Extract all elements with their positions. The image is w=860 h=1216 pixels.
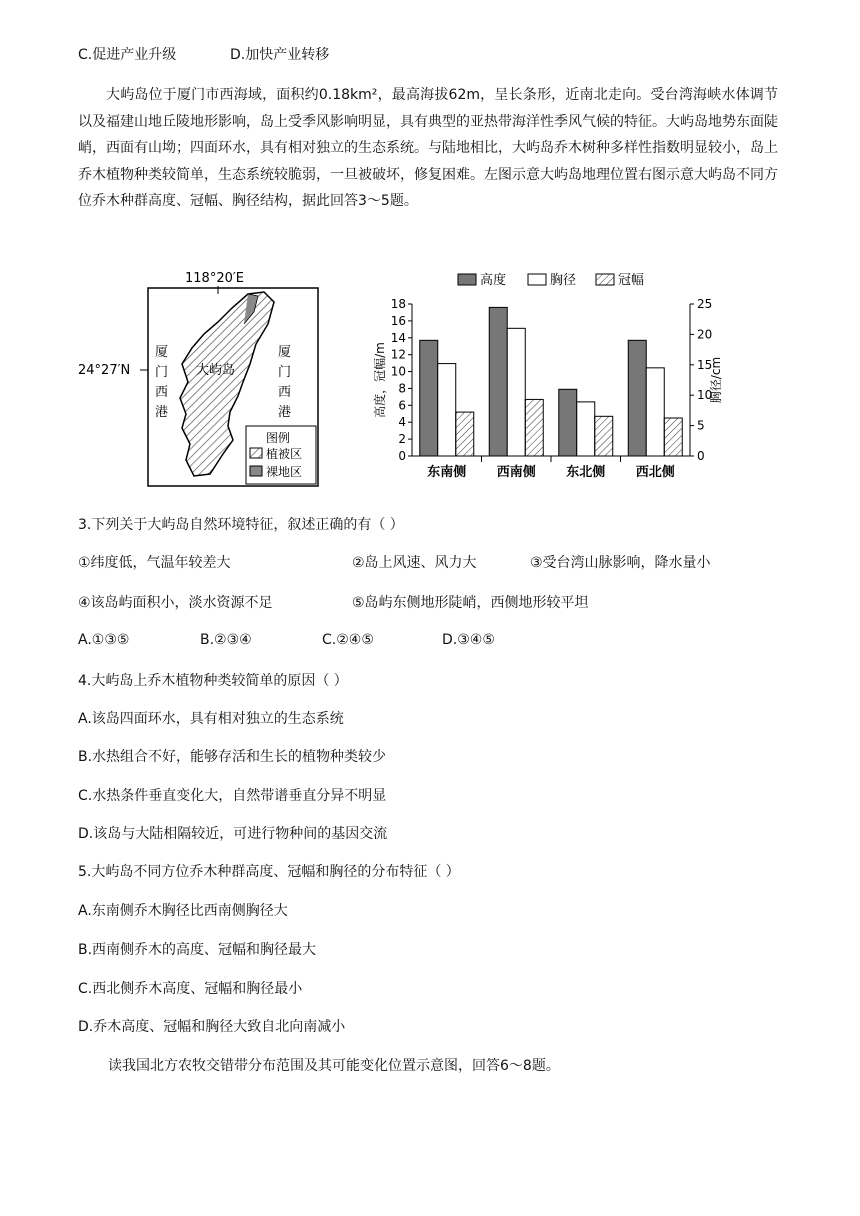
latitude-label: 24°27′N: [78, 363, 131, 378]
y-axis-label-left: 高度，冠幅/m: [373, 342, 387, 418]
q3-choice-d: D.③④⑤: [442, 632, 495, 648]
legend-swatch-0: [458, 274, 476, 285]
next-question-intro: 读我国北方农牧交错带分布范围及其可能变化位置示意图，回答6～8题。: [108, 1058, 560, 1074]
bar-冠幅-西北侧: [664, 418, 682, 456]
island-map: [78, 264, 328, 494]
west-port-label: [155, 345, 168, 420]
y-axis-label-right: 胸径/cm: [709, 356, 723, 404]
y-tick-label-left: 14: [390, 330, 406, 345]
q5-stem: 5.大屿岛不同方位乔木种群高度、冠幅和胸径的分布特征（ ）: [78, 864, 460, 880]
legend-label-0: 高度: [480, 273, 507, 288]
svg-text:港: 港: [278, 405, 292, 420]
bar-胸径-西南侧: [507, 328, 525, 456]
bar-高度-西北侧: [628, 340, 646, 456]
x-tick-label: 东北侧: [566, 465, 606, 480]
svg-text:门: 门: [155, 365, 169, 380]
y-tick-label-left: 4: [398, 415, 406, 430]
bar-高度-东北侧: [559, 389, 577, 456]
y-tick-label-right: 5: [697, 418, 705, 433]
svg-text:门: 门: [278, 365, 292, 380]
y-tick-label-left: 10: [390, 364, 406, 379]
bar-冠幅-西南侧: [525, 399, 543, 456]
q3-item-5: ⑤岛屿东侧地形陡峭，西侧地形较平坦: [352, 595, 589, 611]
svg-text:港: 港: [155, 405, 169, 420]
y-tick-label-left: 8: [398, 381, 406, 396]
east-port-label: [278, 345, 291, 420]
y-tick-label-right: 0: [697, 449, 705, 463]
q4-stem: 4.大屿岛上乔木植物种类较简单的原因（ ）: [78, 673, 348, 689]
bar-高度-东南侧: [420, 340, 438, 456]
q4-choice-a: A.该岛四面环水，具有相对独立的生态系统: [78, 711, 344, 727]
y-tick-label-right: 25: [697, 297, 713, 311]
bar-胸径-东南侧: [438, 364, 456, 456]
legend-swatch-2: [596, 274, 614, 285]
legend-label-1: 胸径: [550, 273, 577, 288]
q5-choice-d: D.乔木高度、冠幅和胸径大致自北向南减小: [78, 1019, 346, 1035]
svg-text:植被区: 植被区: [266, 447, 303, 461]
svg-text:厦: 厦: [278, 345, 292, 360]
q4-choice-c: C.水热条件垂直变化大，自然带谱垂直分异不明显: [78, 788, 387, 804]
q4-choice-d: D.该岛与大陆相隔较近，可进行物种间的基因交流: [78, 826, 388, 842]
y-tick-label-right: 20: [697, 327, 713, 342]
q5-choice-c: C.西北侧乔木高度、冠幅和胸径最小: [78, 981, 303, 997]
intro-paragraph: 大屿岛位于厦门市西海域，面积约0.18km²，最高海拔62m，呈长条形，近南北走向。受台湾海峡水体调节以及福建山地丘陵地形影响，岛上受季风影响明显，具有典型的亚热带海洋性季风气候的特征。大屿岛地势东面陡峭，西面有山坳；四面环水，具有相对独立的生态系统。与陆地相比，大屿岛乔木树种多样性指数明显较小，岛上乔木植物种类较简单，生态系统较脆弱，一旦被破坏，修复困难。左图示意大屿岛地理位置右图示意大屿岛不同方位乔木种群高度、冠幅、胸径结构，据此回答3～5题。: [78, 87, 778, 209]
bar-冠幅-东南侧: [456, 412, 474, 456]
q4-choice-b: B.水热组合不好，能够存活和生长的植物种类较少: [78, 749, 387, 765]
longitude-label: 118°20′E: [185, 271, 245, 286]
svg-text:图例: 图例: [266, 431, 291, 445]
y-tick-label-right: 15: [697, 357, 713, 372]
svg-text:裸地区: 裸地区: [266, 465, 303, 479]
y-tick-label-right: 10: [697, 388, 713, 403]
y-tick-label-left: 0: [398, 449, 406, 463]
option-c-previous: C.促进产业升级: [78, 47, 177, 63]
legend-swatch-1: [528, 274, 546, 285]
y-tick-label-left: 18: [390, 297, 406, 311]
bar-胸径-东北侧: [577, 402, 595, 456]
q3-choice-a: A.①③⑤: [78, 632, 130, 648]
q3-item-1: ①纬度低，气温年较差大: [78, 555, 231, 571]
q3-stem: 3.下列关于大屿岛自然环境特征，叙述正确的有（ ）: [78, 517, 404, 533]
q5-choice-b: B.西南侧乔木的高度、冠幅和胸径最大: [78, 942, 317, 958]
map-legend: [246, 426, 316, 484]
x-tick-label: 东南侧: [427, 465, 467, 480]
x-tick-label: 西南侧: [496, 465, 536, 480]
bar-冠幅-东北侧: [595, 416, 613, 456]
y-tick-label-left: 6: [398, 398, 406, 413]
svg-text:西: 西: [155, 385, 169, 400]
island-label: 大屿岛: [196, 363, 236, 378]
bar-高度-西南侧: [489, 307, 507, 456]
legend-label-2: 冠幅: [618, 273, 645, 288]
q3-item-3: ③受台湾山脉影响，降水量小: [530, 555, 711, 571]
option-d-previous: D.加快产业转移: [230, 47, 330, 63]
q3-item-4: ④该岛屿面积小，淡水资源不足: [78, 595, 273, 611]
q3-choice-c: C.②④⑤: [322, 632, 374, 648]
svg-text:厦: 厦: [155, 345, 169, 360]
tree-structure-bar-chart: [370, 266, 730, 482]
svg-text:西: 西: [278, 385, 292, 400]
y-tick-label-left: 12: [390, 347, 406, 362]
y-tick-label-left: 16: [390, 313, 406, 328]
y-tick-label-left: 2: [398, 432, 406, 447]
x-tick-label: 西北侧: [635, 465, 675, 480]
q3-item-2: ②岛上风速、风力大: [352, 555, 477, 571]
q3-choice-b: B.②③④: [200, 632, 252, 648]
bar-胸径-西北侧: [646, 368, 664, 456]
q5-choice-a: A.东南侧乔木胸径比西南侧胸径大: [78, 903, 288, 919]
